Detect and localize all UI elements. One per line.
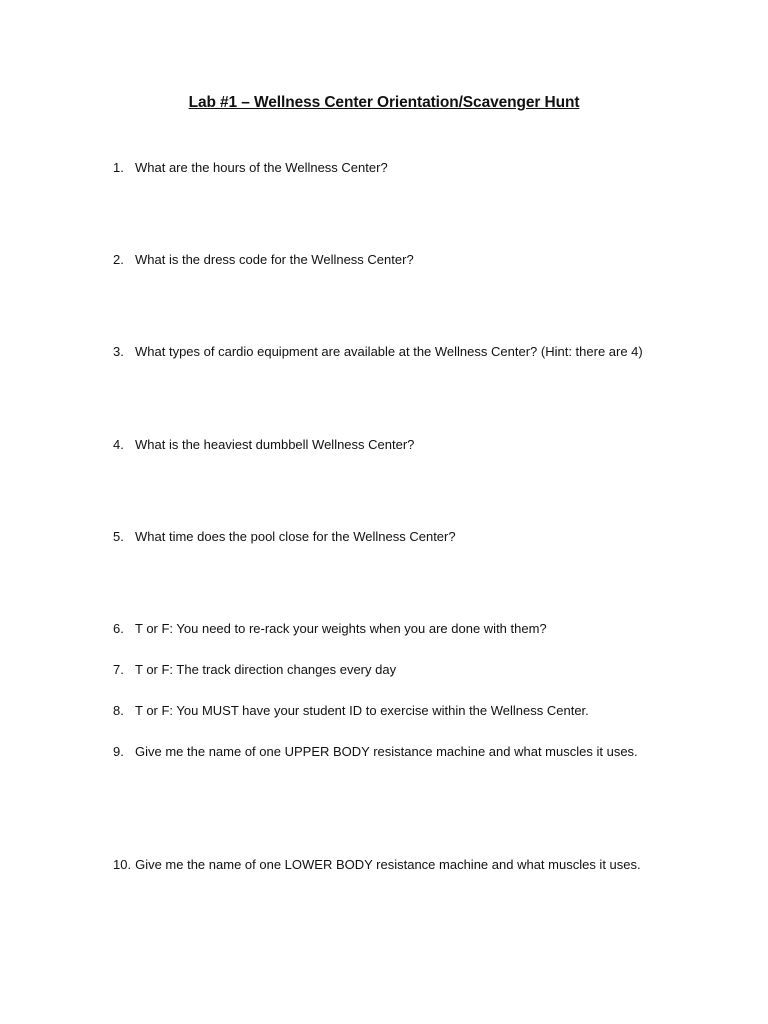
question-number: 10. bbox=[113, 857, 132, 872]
question-text: T or F: The track direction changes every day bbox=[135, 662, 397, 677]
question-7 bbox=[113, 662, 396, 678]
question-text: What time does the pool close for the Wellness Center? bbox=[135, 529, 456, 544]
question-number: 1. bbox=[113, 160, 124, 175]
question-text: What is the heaviest dumbbell Wellness Center? bbox=[135, 437, 415, 452]
question-number: 7. bbox=[113, 662, 124, 677]
question-10 bbox=[113, 857, 641, 873]
question-number: 5. bbox=[113, 529, 124, 544]
question-2 bbox=[113, 252, 414, 268]
question-8 bbox=[113, 703, 589, 719]
question-6 bbox=[113, 621, 547, 637]
question-number: 2. bbox=[113, 252, 124, 267]
question-text: What are the hours of the Wellness Center? bbox=[135, 160, 388, 175]
question-number: 9. bbox=[113, 744, 124, 759]
question-text: Give me the name of one UPPER BODY resistance machine and what muscles it uses. bbox=[135, 744, 638, 759]
question-text: T or F: You need to re-rack your weights when you are done with them? bbox=[135, 621, 547, 636]
question-text: Give me the name of one LOWER BODY resistance machine and what muscles it uses. bbox=[135, 857, 641, 872]
question-1 bbox=[113, 160, 388, 176]
question-text: What types of cardio equipment are available at the Wellness Center? (Hint: there are 4) bbox=[135, 344, 643, 359]
question-number: 8. bbox=[113, 703, 124, 718]
question-4 bbox=[113, 437, 414, 453]
question-number: 3. bbox=[113, 344, 124, 359]
question-number: 6. bbox=[113, 621, 124, 636]
question-text: What is the dress code for the Wellness Center? bbox=[135, 252, 414, 267]
question-3 bbox=[113, 344, 643, 360]
question-5 bbox=[113, 529, 456, 545]
page-title: Lab #1 – Wellness Center Orientation/Scavenger Hunt bbox=[188, 94, 580, 111]
question-text: T or F: You MUST have your student ID to exercise within the Wellness Center. bbox=[135, 703, 589, 718]
question-number: 4. bbox=[113, 437, 124, 452]
question-9 bbox=[113, 744, 638, 760]
